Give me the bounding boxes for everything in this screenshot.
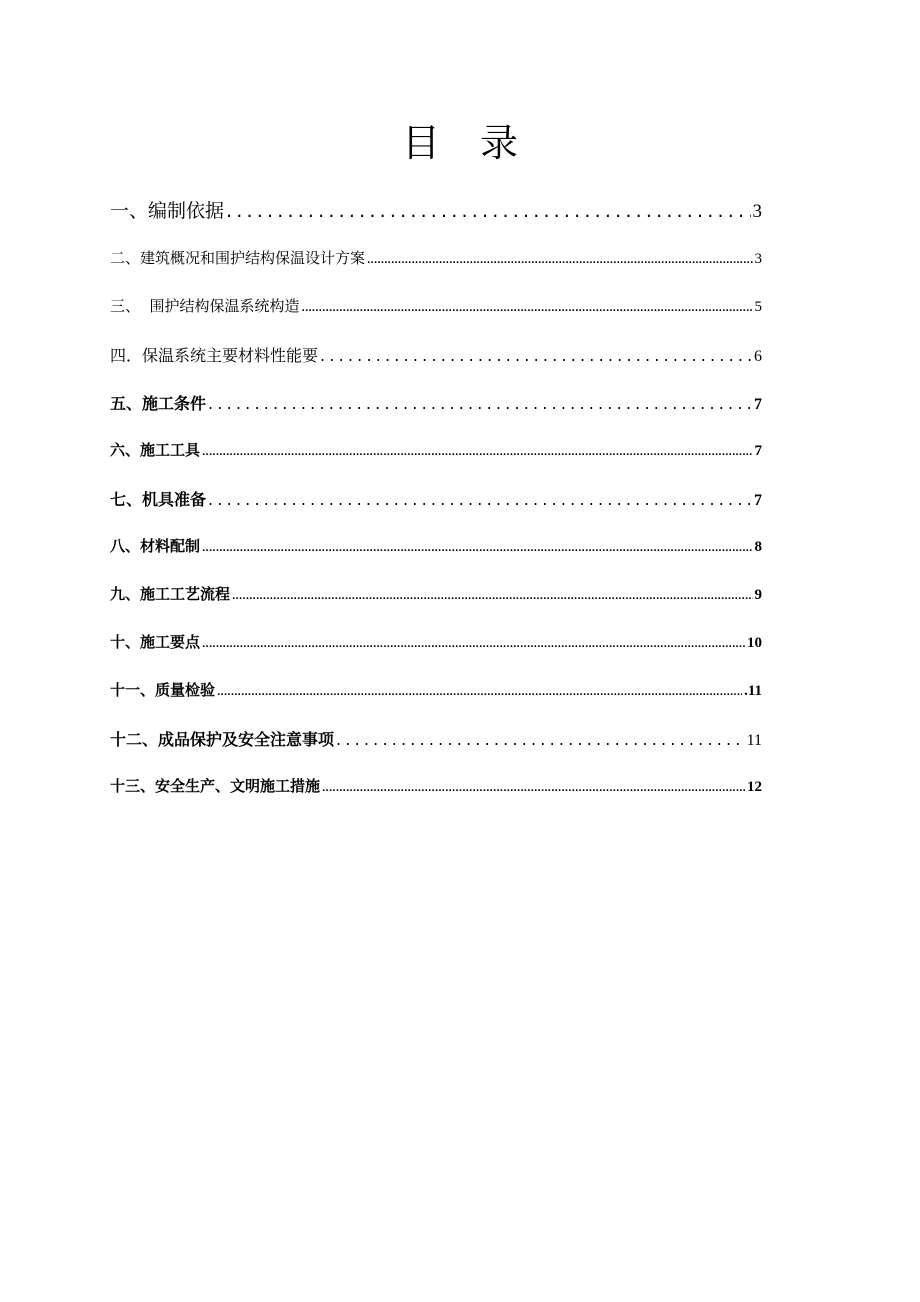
toc-entry-11[interactable]	[110, 679, 762, 700]
toc-entry-3[interactable]	[110, 295, 762, 316]
toc-entry-6[interactable]	[110, 439, 762, 460]
toc-leader	[202, 448, 752, 458]
toc-leader	[302, 304, 753, 314]
toc-leader	[336, 730, 745, 749]
toc-leader	[202, 544, 752, 554]
toc-entry-9[interactable]	[110, 583, 762, 604]
toc-entry-2[interactable]	[110, 247, 762, 268]
toc-page-number: .11	[744, 683, 762, 699]
toc-entry-8[interactable]	[110, 535, 762, 556]
toc-label: 五、施工条件	[110, 394, 207, 413]
toc-page-number: 3	[752, 201, 762, 222]
toc-entry-13[interactable]	[110, 775, 762, 796]
toc-page-number: 6	[754, 348, 762, 365]
toc-entry-10[interactable]	[110, 631, 762, 652]
toc-label: 九、施工工艺流程	[110, 585, 231, 603]
toc-page-number: 12	[747, 779, 762, 795]
toc-leader	[322, 784, 745, 794]
toc-label: 六、施工工具	[110, 441, 201, 459]
toc-page-number: 9	[754, 587, 762, 603]
toc-entry-12[interactable]	[110, 727, 762, 750]
toc-leader	[208, 394, 752, 413]
toc-label: 十、施工要点	[110, 633, 201, 651]
toc-label: 三、 围护结构保温系统构造	[110, 297, 300, 315]
toc-label: 七、机具准备	[110, 490, 207, 509]
toc-label: 二、建筑概况和围护结构保温设计方案	[110, 249, 366, 267]
toc-leader	[320, 346, 752, 365]
toc-page-number: 7	[754, 492, 762, 509]
toc-page-number: 7	[754, 443, 762, 459]
toc-page-number: 11	[746, 732, 762, 749]
toc-label: 十一、质量检验	[110, 681, 216, 699]
toc-page-number: 5	[754, 299, 762, 315]
toc-page-number: 10	[747, 635, 762, 651]
toc-leader	[232, 592, 752, 602]
toc-page-number: 7	[754, 396, 762, 413]
toc-leader	[208, 490, 752, 509]
toc-label: 四．保温系统主要材料性能要	[110, 346, 319, 365]
toc-label: 十二、成品保护及安全注意事项	[110, 730, 335, 749]
page-title	[0, 112, 920, 167]
toc-page-number: 3	[754, 251, 762, 267]
toc-entry-4[interactable]	[110, 343, 762, 366]
toc-leader	[202, 640, 745, 650]
toc-leader	[217, 688, 742, 698]
toc-page-number: 8	[754, 539, 762, 555]
toc-entry-7[interactable]	[110, 487, 762, 510]
toc-label: 一、编制依据	[110, 200, 225, 222]
toc-label: 十三、安全生产、文明施工措施	[110, 777, 321, 795]
toc-entry-1[interactable]	[110, 196, 762, 223]
toc-leader	[226, 200, 750, 222]
toc-entry-5[interactable]	[110, 391, 762, 414]
toc-leader	[367, 256, 752, 266]
title-char-lu: 录	[480, 121, 519, 165]
toc-label: 八、材料配制	[110, 537, 201, 555]
title-char-mu: 目	[401, 121, 440, 165]
